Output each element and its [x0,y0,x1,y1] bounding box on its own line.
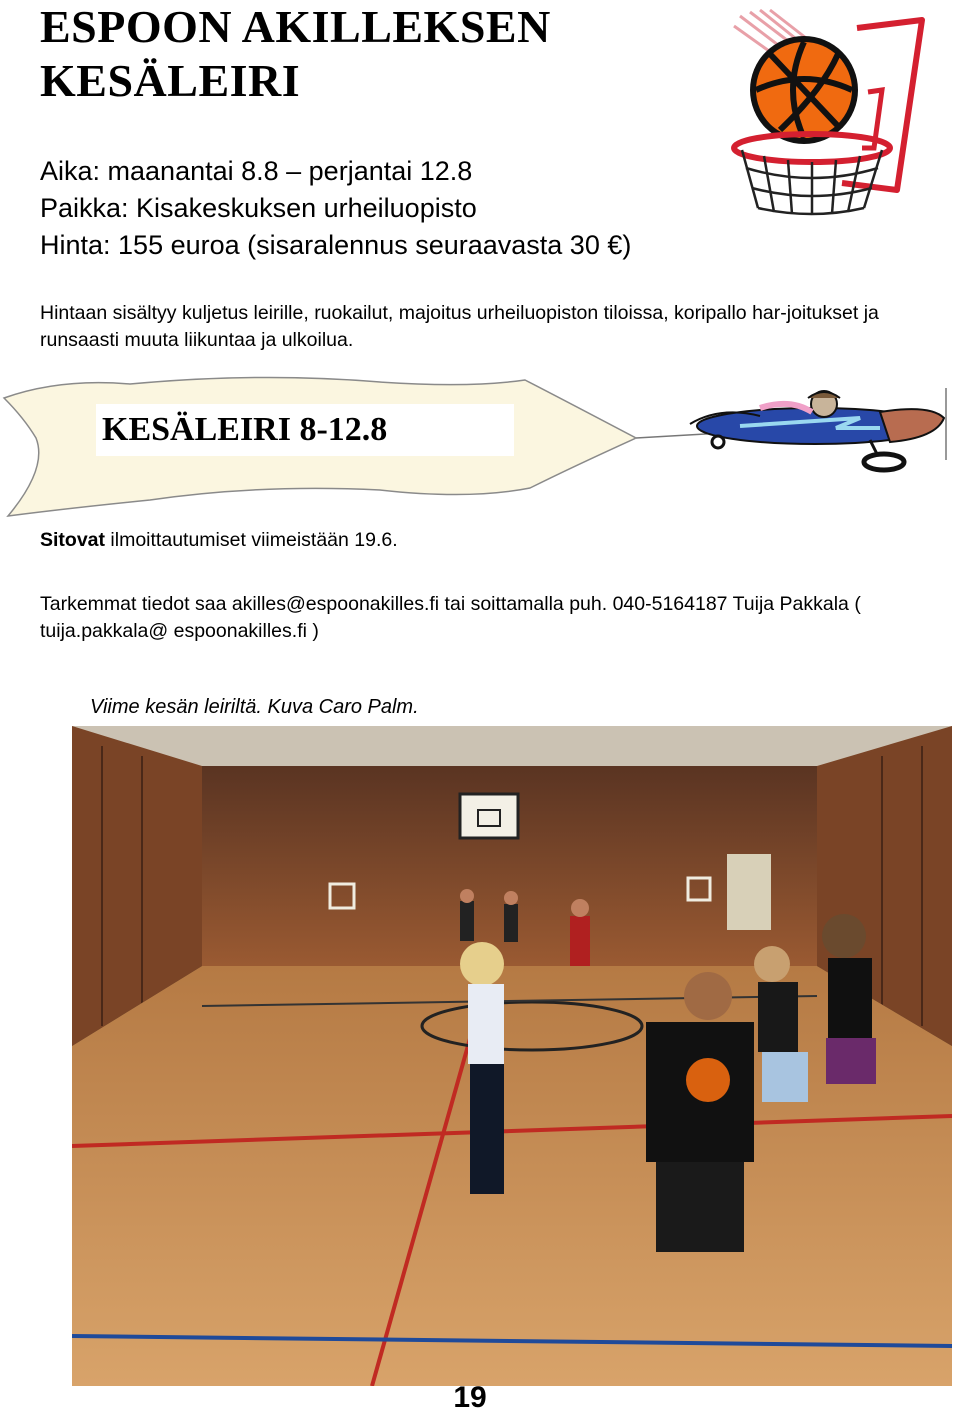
page-number: 19 [453,1381,487,1414]
basketball-hoop-icon [722,8,932,218]
event-price: Hinta: 155 euroa (sisaralennus seuraavasta 30 €) [40,230,632,260]
registration-bold: Sitovat [40,529,106,551]
photo-caption: Viime kesän leiriltä. Kuva Caro Palm. [90,696,419,718]
banner-label: KESÄLEIRI 8-12.8 [96,404,514,456]
contact-paragraph: Tarkemmat tiedot saa akilles@espoonakilles.fi tai soittamalla puh. 040-5164187 Tuija Pakkala ( tuija.pakkala@ espoonakilles.fi ) [40,593,861,642]
registration-deadline [40,527,398,554]
gym-photo [72,726,952,1386]
event-place: Paikka: Kisakeskuksen urheiluopisto [40,193,477,223]
registration-rest: ilmoittautumiset viimeistään 19.6. [105,529,398,551]
airplane-icon [690,388,946,470]
event-details [40,153,631,264]
event-time: Aika: maanantai 8.8 – perjantai 12.8 [40,156,473,186]
includes-paragraph: Hintaan sisältyy kuljetus leirille, ruokailut, majoitus urheiluopiston tiloissa, koripallo har-joitukset ja runsaasti muuta liikuntaa ja ulkoilua. [40,302,879,351]
title-line-2: KESÄLEIRI [40,55,301,106]
page-title [40,0,680,108]
title-line-1: ESPOON AKILLEKSEN [40,1,551,52]
